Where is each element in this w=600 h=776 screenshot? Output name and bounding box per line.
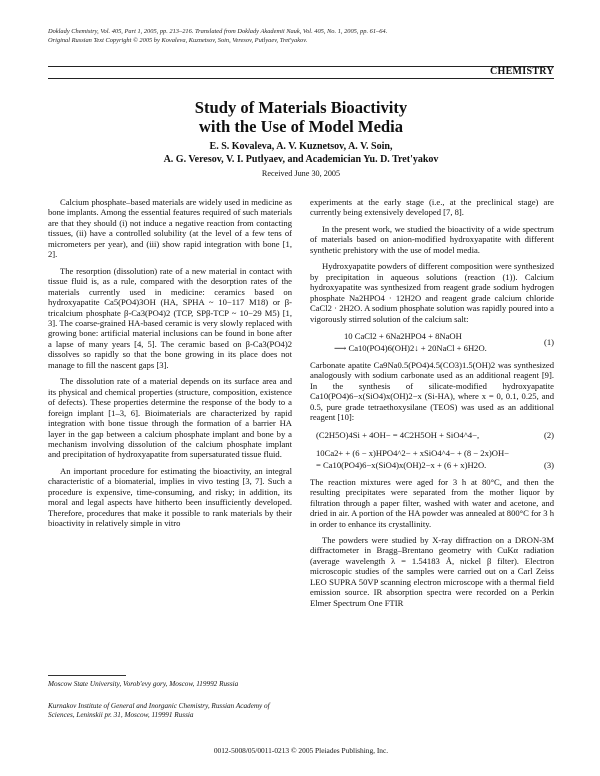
- equation-2-number: (2): [543, 429, 554, 440]
- article-title: [48, 98, 554, 136]
- authors-line-2: A. G. Veresov, V. I. Putlyaev, and Academician Yu. D. Tret'yakov: [163, 154, 439, 165]
- journal-citation: [48, 28, 558, 45]
- paragraph: experiments at the early stage (i.e., at the preclinical stage) are currently being extensively developed [7, 8].: [310, 197, 554, 218]
- title-line-1: Study of Materials Bioactivity: [194, 98, 408, 117]
- paragraph: Carbonate apatite Ca9Na0.5(PO4)4.5(CO3)1.5(OH)2 was synthesized analogously with sodium carbonate used as an additional reagent [9]. In the synthesis of silicate-modified hydroxyapatite Ca10(PO4)6−x(SiO4)x(OH)2−x (Si-HA), where x = 0, 0.1, 0.25, and 0.5, pure grade tetraethoxysilane (TEOS) was used as an additional reagent [10]:: [310, 359, 554, 423]
- section-rule-bottom: [48, 78, 554, 79]
- paragraph: An important procedure for estimating the bioactivity, an integral characteristic of a biomaterial, implies in vivo testing [3, 7]. Such a procedure is expensive, time-consuming, and risky; in addition, its moral and legal aspects have hitherto been insufficiently developed. Therefore, procedures that make it possible to rank materials by their bioactivity in relatively simple in vitro: [48, 465, 292, 529]
- affiliation-rule: [48, 675, 126, 676]
- equation-3-line-1: 10Ca2+ + (6 − x)HPO4^2− + xSiO4^4− + (8 − 2x)OH−: [316, 447, 509, 458]
- authors-line-1: E. S. Kovaleva, A. V. Kuznetsov, A. V. Soin,: [209, 141, 393, 152]
- author-list: [48, 140, 554, 166]
- title-line-2: with the Use of Model Media: [198, 117, 404, 136]
- equation-3: [310, 447, 554, 471]
- equation-1: [310, 330, 554, 354]
- affiliation-1: Moscow State University, Vorob'evy gory, Moscow, 119992 Russia: [48, 680, 239, 688]
- paragraph: The dissolution rate of a material depends on its surface area and its physical and chemical properties (structure, composition, existence of defects). These properties determine the response of the body to a foreign implant [1–3, 6]. Bioimaterials are characterized by rapid integration with bone tissue through the formation of a barrier HA layer in the gap between a calcium phosphate implant and bone by a mechanism involving dissolution of the calcium phosphate implant and precipitation of hydroxyapatite from supersaturated tissue fluid.: [48, 376, 292, 460]
- copyright-footer: 0012-5008/05/0011-0213 © 2005 Pleiades Publishing, Inc.: [213, 746, 389, 755]
- equation-1-line-2: ⟶ Ca10(PO4)6(OH)2↓ + 20NaCl + 6H2O.: [334, 342, 487, 353]
- equation-1-line-1: 10 CaCl2 + 6Na2HPO4 + 8NaOH: [344, 330, 462, 341]
- paragraph: The reaction mixtures were aged for 3 h at 80°C, and then the resulting precipitates were separated from the mother liquor by filtration through a paper filter, washed with water and acetone, and dried in air. A portion of the HA powder was annealed at 800°C for 3 h in order to enhance its crystallinity.: [310, 476, 554, 529]
- paragraph: The powders were studied by X-ray diffraction on a DRON-3M diffractometer in Bragg–Brentano geometry with CuKα radiation (average wavelength λ = 1.54183 Å, nickel β filter). Electron microscopic studies of the samples were carried out on a Carl Zeiss LEO SUPRA 50VP scanning electron microscope with a thermal field emission source. IR absorption spectra were recorded on a Perkin Elmer Spectrum One FTIR: [310, 534, 554, 608]
- paragraph: In the present work, we studied the bioactivity of a wide spectrum of materials based on anion-modified hydroxyapatite with different synthetic prehistory with the use of model media.: [310, 223, 554, 255]
- equation-3-number: (3): [543, 459, 554, 470]
- equation-1-number: (1): [543, 336, 554, 347]
- left-column: [48, 197, 292, 535]
- affiliation-2: Kurnakov Institute of General and Inorganic Chemistry, Russian Academy of Sciences, Leninskii pr. 31, Moscow, 119991 Russia: [48, 702, 270, 719]
- paragraph: Calcium phosphate–based materials are widely used in medicine as bone implants. Among the essential features required of such materials are that they should (i) not induce a negative reaction from contacting tissues, (ii) have a controlled solubility (at the level of a few tens of micrometers per year), and (iii) show rapid integration with bone [1, 2].: [48, 197, 292, 260]
- paragraph: The resorption (dissolution) rate of a new material in contact with tissue fluid is, as a rule, compared with the desorption rates of the materials currently used in medicine: ceramics based on hydroxyapatite Ca5(PO4)3OH (HA, SPHA ~ 10−117 M18) or β-tricalcium phosphate β-Ca3(PO4)2 (TCP, SPβ-TCP ~ 10−29 M5) [1, 3]. The coarse-grained HA-based ceramic is very slowly replaced with growing bone: artificial material inclusions can be found in bone after a lapse of many years [4, 5]. The ceramic based on β-Ca3(PO4)2 dissolves so rapidly so that the bone growing in its place does not manage to fill the nascent gaps [3].: [48, 265, 292, 370]
- citation-line-2: Original Russian Text Copyright © 2005 by Kovaleva, Kuznetsov, Soin, Veresov, Putlyaev, Tret'yakov.: [48, 36, 308, 44]
- paragraph: Hydroxyapatite powders of different composition were synthesized by precipitation in aqueous solutions (reaction (1)). Calcium hydroxyapatite was synthesized from reagent grade sodium hydrogen phosphate Na2HPO4 · 12H2O and reagent grade calcium chloride CaCl2 · 2H2O. A sodium phosphate solution was rapidly poured into a vigorously stirred solution of the calcium salt:: [310, 261, 554, 324]
- citation-line-1: Doklady Chemistry, Vol. 405, Part 1, 2005, pp. 213–216. Translated from Doklady Akademii Nauk, Vol. 405, No. 1, 2005, pp. 61–64.: [48, 28, 388, 35]
- section-label: CHEMISTRY: [489, 66, 554, 77]
- received-date: Received June 30, 2005: [261, 169, 341, 178]
- right-column: [310, 197, 554, 614]
- equation-2: [310, 429, 554, 441]
- equation-2-text: (C2H5O)4Si + 4OH− = 4C2H5OH + SiO4^4−,: [316, 429, 480, 440]
- equation-3-line-2: = Ca10(PO4)6−x(SiO4)x(OH)2−x + (6 + x)H2O.: [316, 459, 487, 470]
